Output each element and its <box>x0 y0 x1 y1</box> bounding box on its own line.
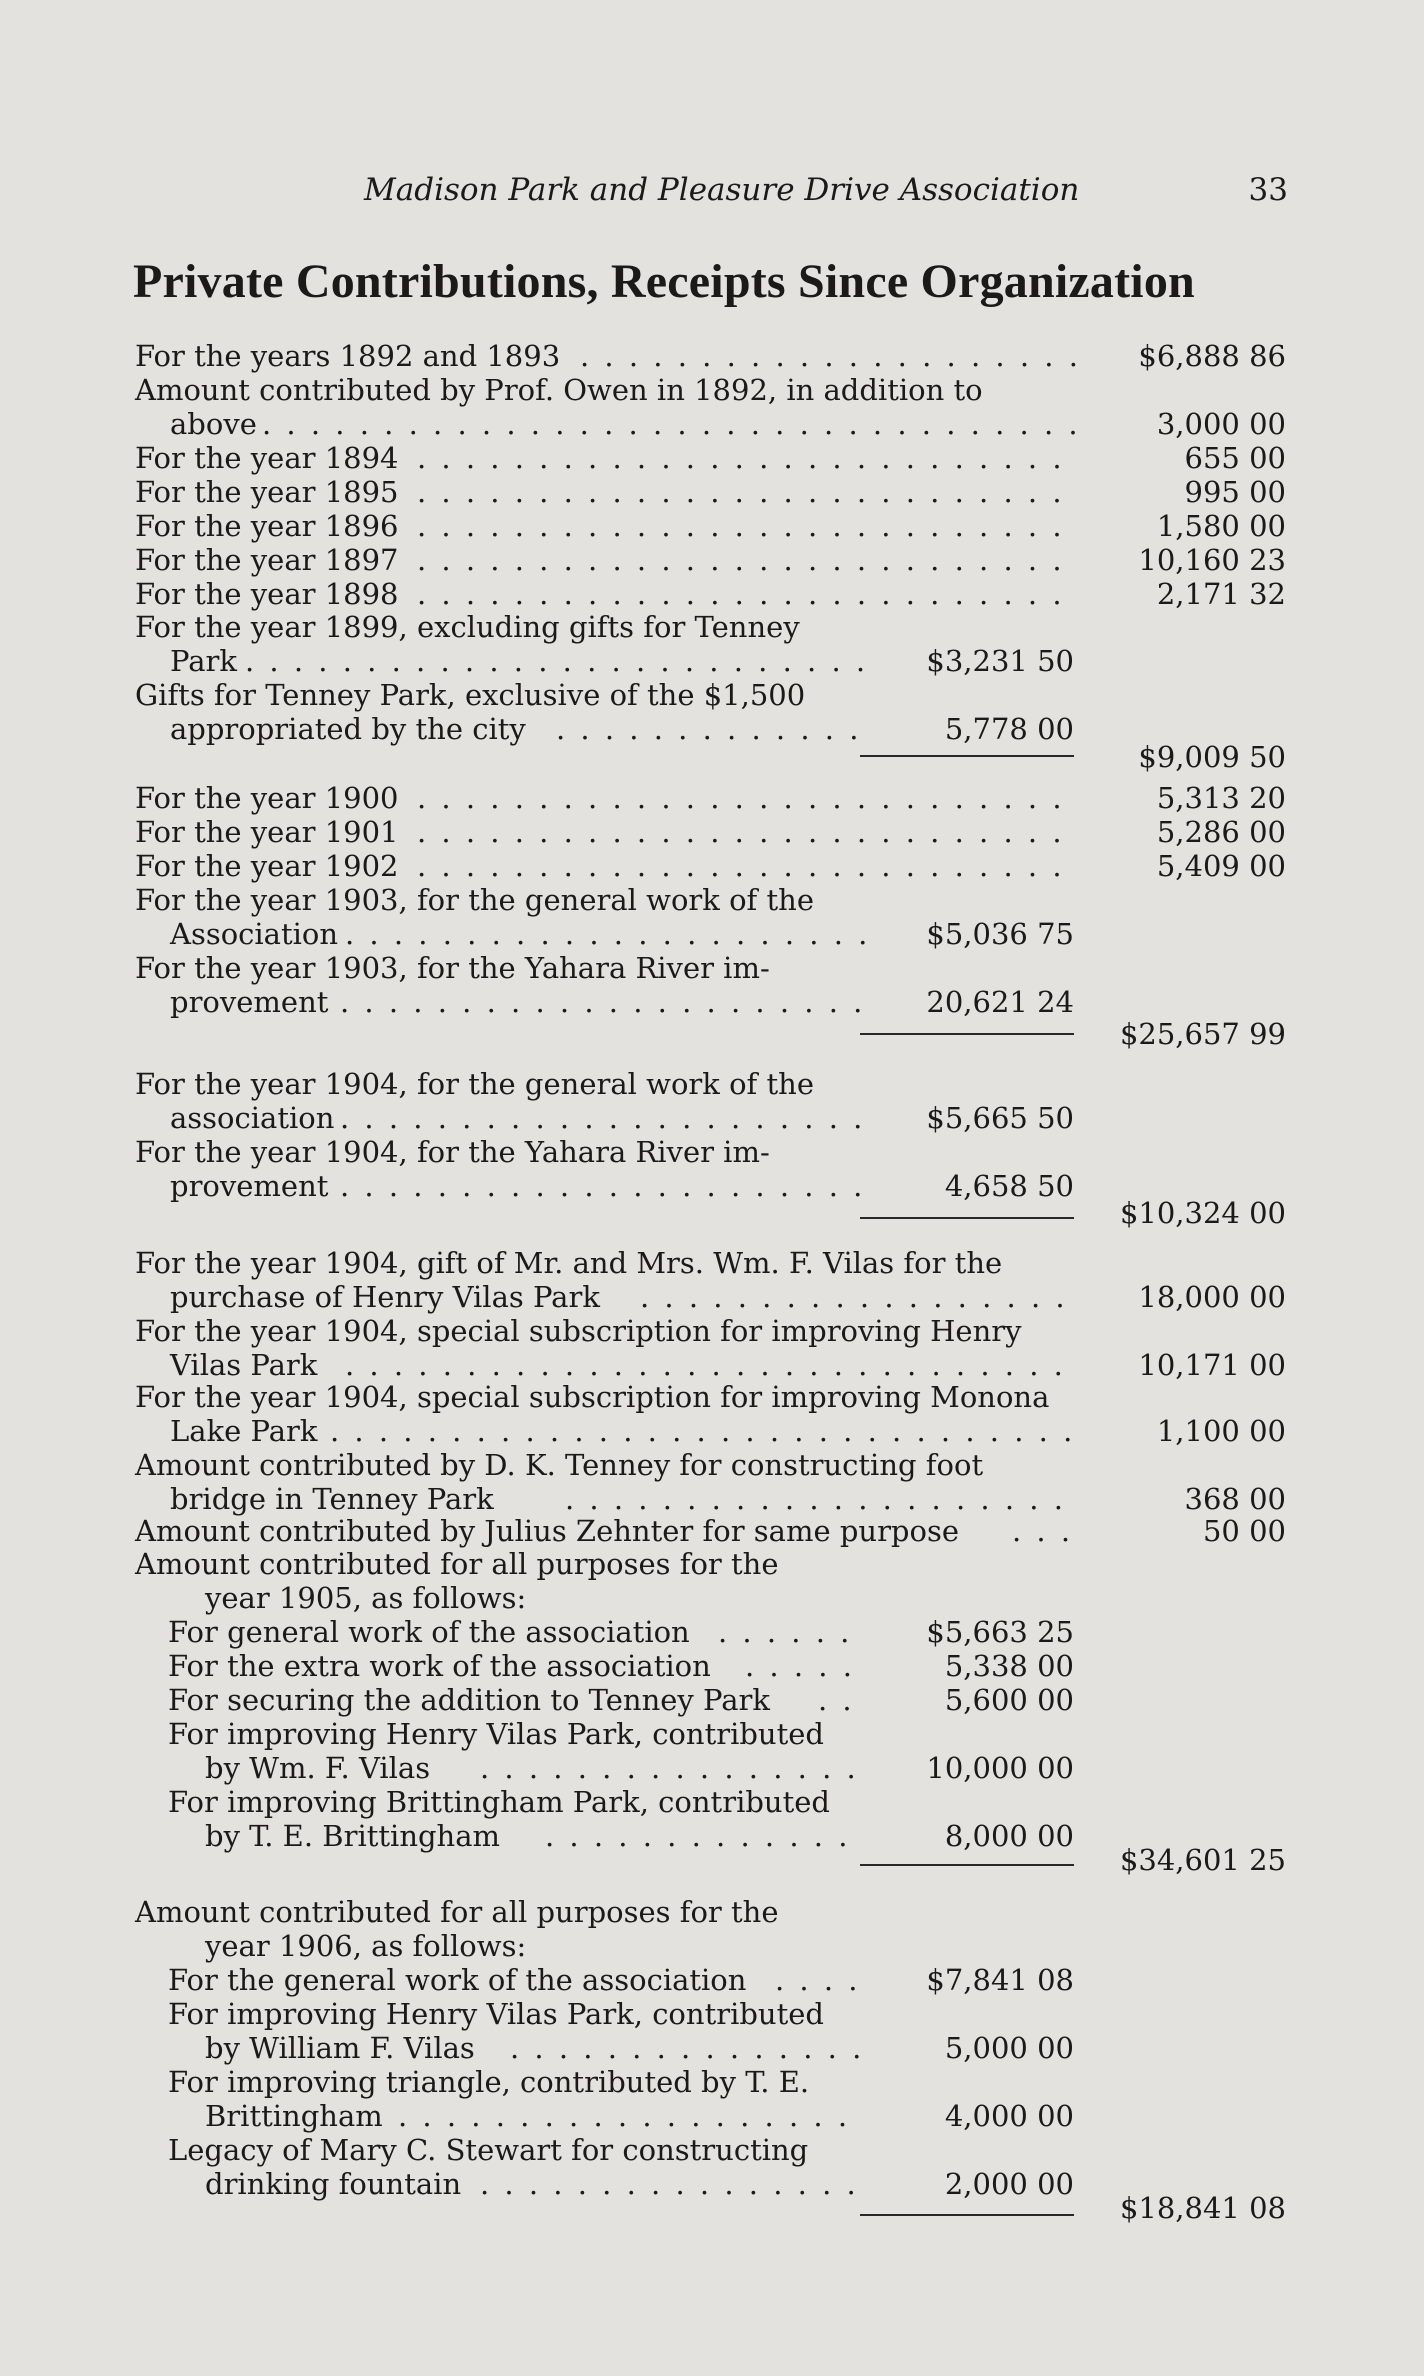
entry-amount: 1,100 00 <box>1156 1414 1286 1448</box>
ledger-line <box>0 951 1424 985</box>
ledger-line <box>0 1895 1424 1929</box>
entry-amount: 5,000 00 <box>944 2031 1074 2065</box>
entry-amount: 5,778 00 <box>944 712 1074 746</box>
entry-label: For the year 1904, for the Yahara River im- <box>135 1135 770 1169</box>
ledger-line <box>0 1380 1424 1414</box>
entry-label: For the year 1895 <box>135 475 399 509</box>
entry-amount: $5,665 50 <box>926 1101 1074 1135</box>
entry-label: For the year 1894 <box>135 441 399 475</box>
entry-amount: 2,000 00 <box>944 2167 1074 2201</box>
entry-amount: 5,338 00 <box>944 1649 1074 1683</box>
dot-leader <box>345 1348 1076 1382</box>
ledger-line <box>0 1751 1424 1785</box>
ledger-line <box>0 1482 1424 1516</box>
entry-label: year 1905, as follows: <box>205 1581 527 1615</box>
entry-amount: 655 00 <box>1184 441 1286 475</box>
entry-label: For improving Henry Vilas Park, contributed <box>168 1997 824 2031</box>
page-title: Private Contributions, Receipts Since Organization <box>133 255 1195 308</box>
entry-label: Vilas Park <box>170 1348 318 1382</box>
ledger-line <box>0 407 1424 441</box>
dot-leader <box>398 2099 865 2133</box>
ledger-line <box>0 1514 1424 1548</box>
entry-label: Lake Park <box>170 1414 318 1448</box>
dot-leader <box>417 475 1076 509</box>
ledger-line <box>0 1963 1424 1997</box>
ledger-line <box>0 339 1424 373</box>
ledger-line <box>0 883 1424 917</box>
dot-leader <box>340 985 865 1019</box>
ledger-line <box>0 475 1424 509</box>
entry-amount: 8,000 00 <box>944 1819 1074 1853</box>
entry-label: Amount contributed for all purposes for the <box>135 1895 779 1929</box>
entry-label: For the year 1904, special subscription for improving Monona <box>135 1380 1050 1414</box>
ledger-line <box>0 740 1424 774</box>
dot-leader <box>565 1482 1076 1516</box>
entry-label: year 1906, as follows: <box>205 1929 527 1963</box>
entry-amount: 1,580 00 <box>1156 509 1286 543</box>
ledger-line <box>0 781 1424 815</box>
dot-leader <box>417 441 1076 475</box>
ledger-line <box>0 2191 1424 2225</box>
entry-label: Amount contributed by D. K. Tenney for constructing foot <box>135 1448 984 1482</box>
ledger-line <box>0 815 1424 849</box>
dot-leader <box>330 1414 1076 1448</box>
entry-label: provement <box>170 985 329 1019</box>
entry-label: association <box>170 1101 335 1135</box>
entry-label: by T. E. Brittingham <box>205 1819 501 1853</box>
entry-label: For the year 1902 <box>135 849 399 883</box>
entry-label: by William F. Vilas <box>205 2031 475 2065</box>
ledger-line <box>0 1414 1424 1448</box>
dot-leader <box>340 1101 865 1135</box>
entry-label: For the year 1898 <box>135 577 399 611</box>
entry-label: For the year 1896 <box>135 509 399 543</box>
ledger-line <box>0 1683 1424 1717</box>
ledger-line <box>0 1196 1424 1230</box>
entry-label: Gifts for Tenney Park, exclusive of the $1,500 <box>135 678 806 712</box>
entry-amount: 3,000 00 <box>1156 407 1286 441</box>
ledger-line <box>0 849 1424 883</box>
entry-label: For the year 1904, special subscription for improving Henry <box>135 1314 1022 1348</box>
entry-amount: 18,000 00 <box>1138 1280 1286 1314</box>
entry-label: Amount contributed for all purposes for the <box>135 1547 779 1581</box>
entry-label: above <box>170 407 257 441</box>
entry-amount: 5,409 00 <box>1156 849 1286 883</box>
entry-label: For securing the addition to Tenney Park <box>168 1683 770 1717</box>
dot-leader <box>745 1649 865 1683</box>
dot-leader <box>775 1963 865 1997</box>
ledger-line <box>0 1581 1424 1615</box>
ledger-line <box>0 678 1424 712</box>
subtotal-amount: $18,841 08 <box>1119 2191 1286 2225</box>
ledger-line <box>0 1615 1424 1649</box>
dot-leader <box>417 577 1076 611</box>
page-number: 33 <box>1248 172 1288 208</box>
ledger-line <box>0 1280 1424 1314</box>
subtotal-amount: $34,601 25 <box>1119 1843 1286 1877</box>
ledger-line <box>0 1929 1424 1963</box>
ledger-line <box>0 1017 1424 1051</box>
dot-leader <box>345 917 865 951</box>
entry-amount: 368 00 <box>1184 1482 1286 1516</box>
entry-amount: 5,286 00 <box>1156 815 1286 849</box>
entry-amount: 10,171 00 <box>1138 1348 1286 1382</box>
ledger-line <box>0 1843 1424 1877</box>
dot-leader <box>417 543 1076 577</box>
entry-label: Association <box>170 917 339 951</box>
dot-leader <box>262 407 1076 441</box>
entry-amount: $7,841 08 <box>926 1963 1074 1997</box>
ledger-line <box>0 1547 1424 1581</box>
dot-leader <box>580 339 1076 373</box>
dot-leader <box>417 815 1076 849</box>
ledger-line <box>0 441 1424 475</box>
entry-label: Amount contributed by Julius Zehnter for same purpose <box>135 1514 959 1548</box>
entry-label: For the year 1904, for the general work of the <box>135 1067 814 1101</box>
entry-amount: 5,600 00 <box>944 1683 1074 1717</box>
entry-amount: $5,036 75 <box>926 917 1074 951</box>
entry-label: Legacy of Mary C. Stewart for constructing <box>168 2133 809 2167</box>
ledger-line <box>0 2099 1424 2133</box>
dot-leader <box>245 644 865 678</box>
entry-label: For general work of the association <box>168 1615 690 1649</box>
ledger-line <box>0 373 1424 407</box>
ledger-line <box>0 644 1424 678</box>
entry-label: For the year 1900 <box>135 781 399 815</box>
entry-amount: $3,231 50 <box>926 644 1074 678</box>
subtotal-amount: $25,657 99 <box>1119 1017 1286 1051</box>
ledger-line <box>0 1067 1424 1101</box>
ledger-line <box>0 985 1424 1019</box>
dot-leader <box>718 1615 865 1649</box>
entry-label: For the year 1903, for the general work of the <box>135 883 814 917</box>
ledger-line <box>0 2031 1424 2065</box>
ledger-line <box>0 1448 1424 1482</box>
dot-leader <box>417 509 1076 543</box>
entry-label: For improving Henry Vilas Park, contributed <box>168 1717 824 1751</box>
entry-amount: 20,621 24 <box>926 985 1074 1019</box>
entry-label: For the year 1903, for the Yahara River im- <box>135 951 770 985</box>
entry-amount: 4,658 50 <box>944 1169 1074 1203</box>
entry-label: purchase of Henry Vilas Park <box>170 1280 600 1314</box>
dot-leader <box>640 1280 1076 1314</box>
entry-amount: 10,160 23 <box>1138 543 1286 577</box>
entry-label: For the extra work of the association <box>168 1649 711 1683</box>
running-head <box>0 172 1424 216</box>
ledger-line <box>0 1997 1424 2031</box>
ledger-line <box>0 1717 1424 1751</box>
dot-leader <box>480 1751 865 1785</box>
ledger-line <box>0 1314 1424 1348</box>
entry-label: For the year 1897 <box>135 543 399 577</box>
ledger-line <box>0 1348 1424 1382</box>
entry-amount: 995 00 <box>1184 475 1286 509</box>
entry-label: bridge in Tenney Park <box>170 1482 494 1516</box>
entry-label: For the years 1892 and 1893 <box>135 339 561 373</box>
dot-leader <box>510 2031 865 2065</box>
entry-amount: 4,000 00 <box>944 2099 1074 2133</box>
entry-label: For improving Brittingham Park, contributed <box>168 1785 830 1819</box>
subtotal-amount: $10,324 00 <box>1119 1196 1286 1230</box>
entry-label: Brittingham <box>205 2099 383 2133</box>
dot-leader <box>417 849 1076 883</box>
entry-amount: 5,313 20 <box>1156 781 1286 815</box>
entry-label: For the general work of the association <box>168 1963 747 1997</box>
entry-label: For the year 1899, excluding gifts for Tenney <box>135 610 800 644</box>
ledger-line <box>0 509 1424 543</box>
dot-leader <box>1012 1514 1076 1548</box>
entry-label: For the year 1904, gift of Mr. and Mrs. Wm. F. Vilas for the <box>135 1246 1003 1280</box>
entry-label: provement <box>170 1169 329 1203</box>
entry-label: appropriated by the city <box>170 712 526 746</box>
subtotal-amount: $9,009 50 <box>1138 740 1286 774</box>
entry-label: drinking fountain <box>205 2167 462 2201</box>
ledger-line <box>0 1649 1424 1683</box>
ledger-line <box>0 917 1424 951</box>
ledger-line <box>0 577 1424 611</box>
entry-label: by Wm. F. Vilas <box>205 1751 431 1785</box>
entry-amount: $5,663 25 <box>926 1615 1074 1649</box>
ledger-line <box>0 1135 1424 1169</box>
entry-label: For improving triangle, contributed by T. E. <box>168 2065 810 2099</box>
ledger-line <box>0 610 1424 644</box>
dot-leader <box>818 1683 865 1717</box>
ledger-line <box>0 2065 1424 2099</box>
entry-label: Amount contributed by Prof. Owen in 1892, in addition to <box>135 373 983 407</box>
ledger-line <box>0 2133 1424 2167</box>
running-title: Madison Park and Pleasure Drive Association <box>364 172 1080 208</box>
entry-amount: $6,888 86 <box>1138 339 1286 373</box>
ledger-line <box>0 543 1424 577</box>
entry-label: For the year 1901 <box>135 815 399 849</box>
ledger-line <box>0 1101 1424 1135</box>
entry-label: Park <box>170 644 237 678</box>
ledger-line <box>0 1246 1424 1280</box>
entry-amount: 2,171 32 <box>1156 577 1286 611</box>
ledger-line <box>0 1785 1424 1819</box>
dot-leader <box>417 781 1076 815</box>
entry-amount: 10,000 00 <box>926 1751 1074 1785</box>
entry-amount: 50 00 <box>1202 1514 1286 1548</box>
